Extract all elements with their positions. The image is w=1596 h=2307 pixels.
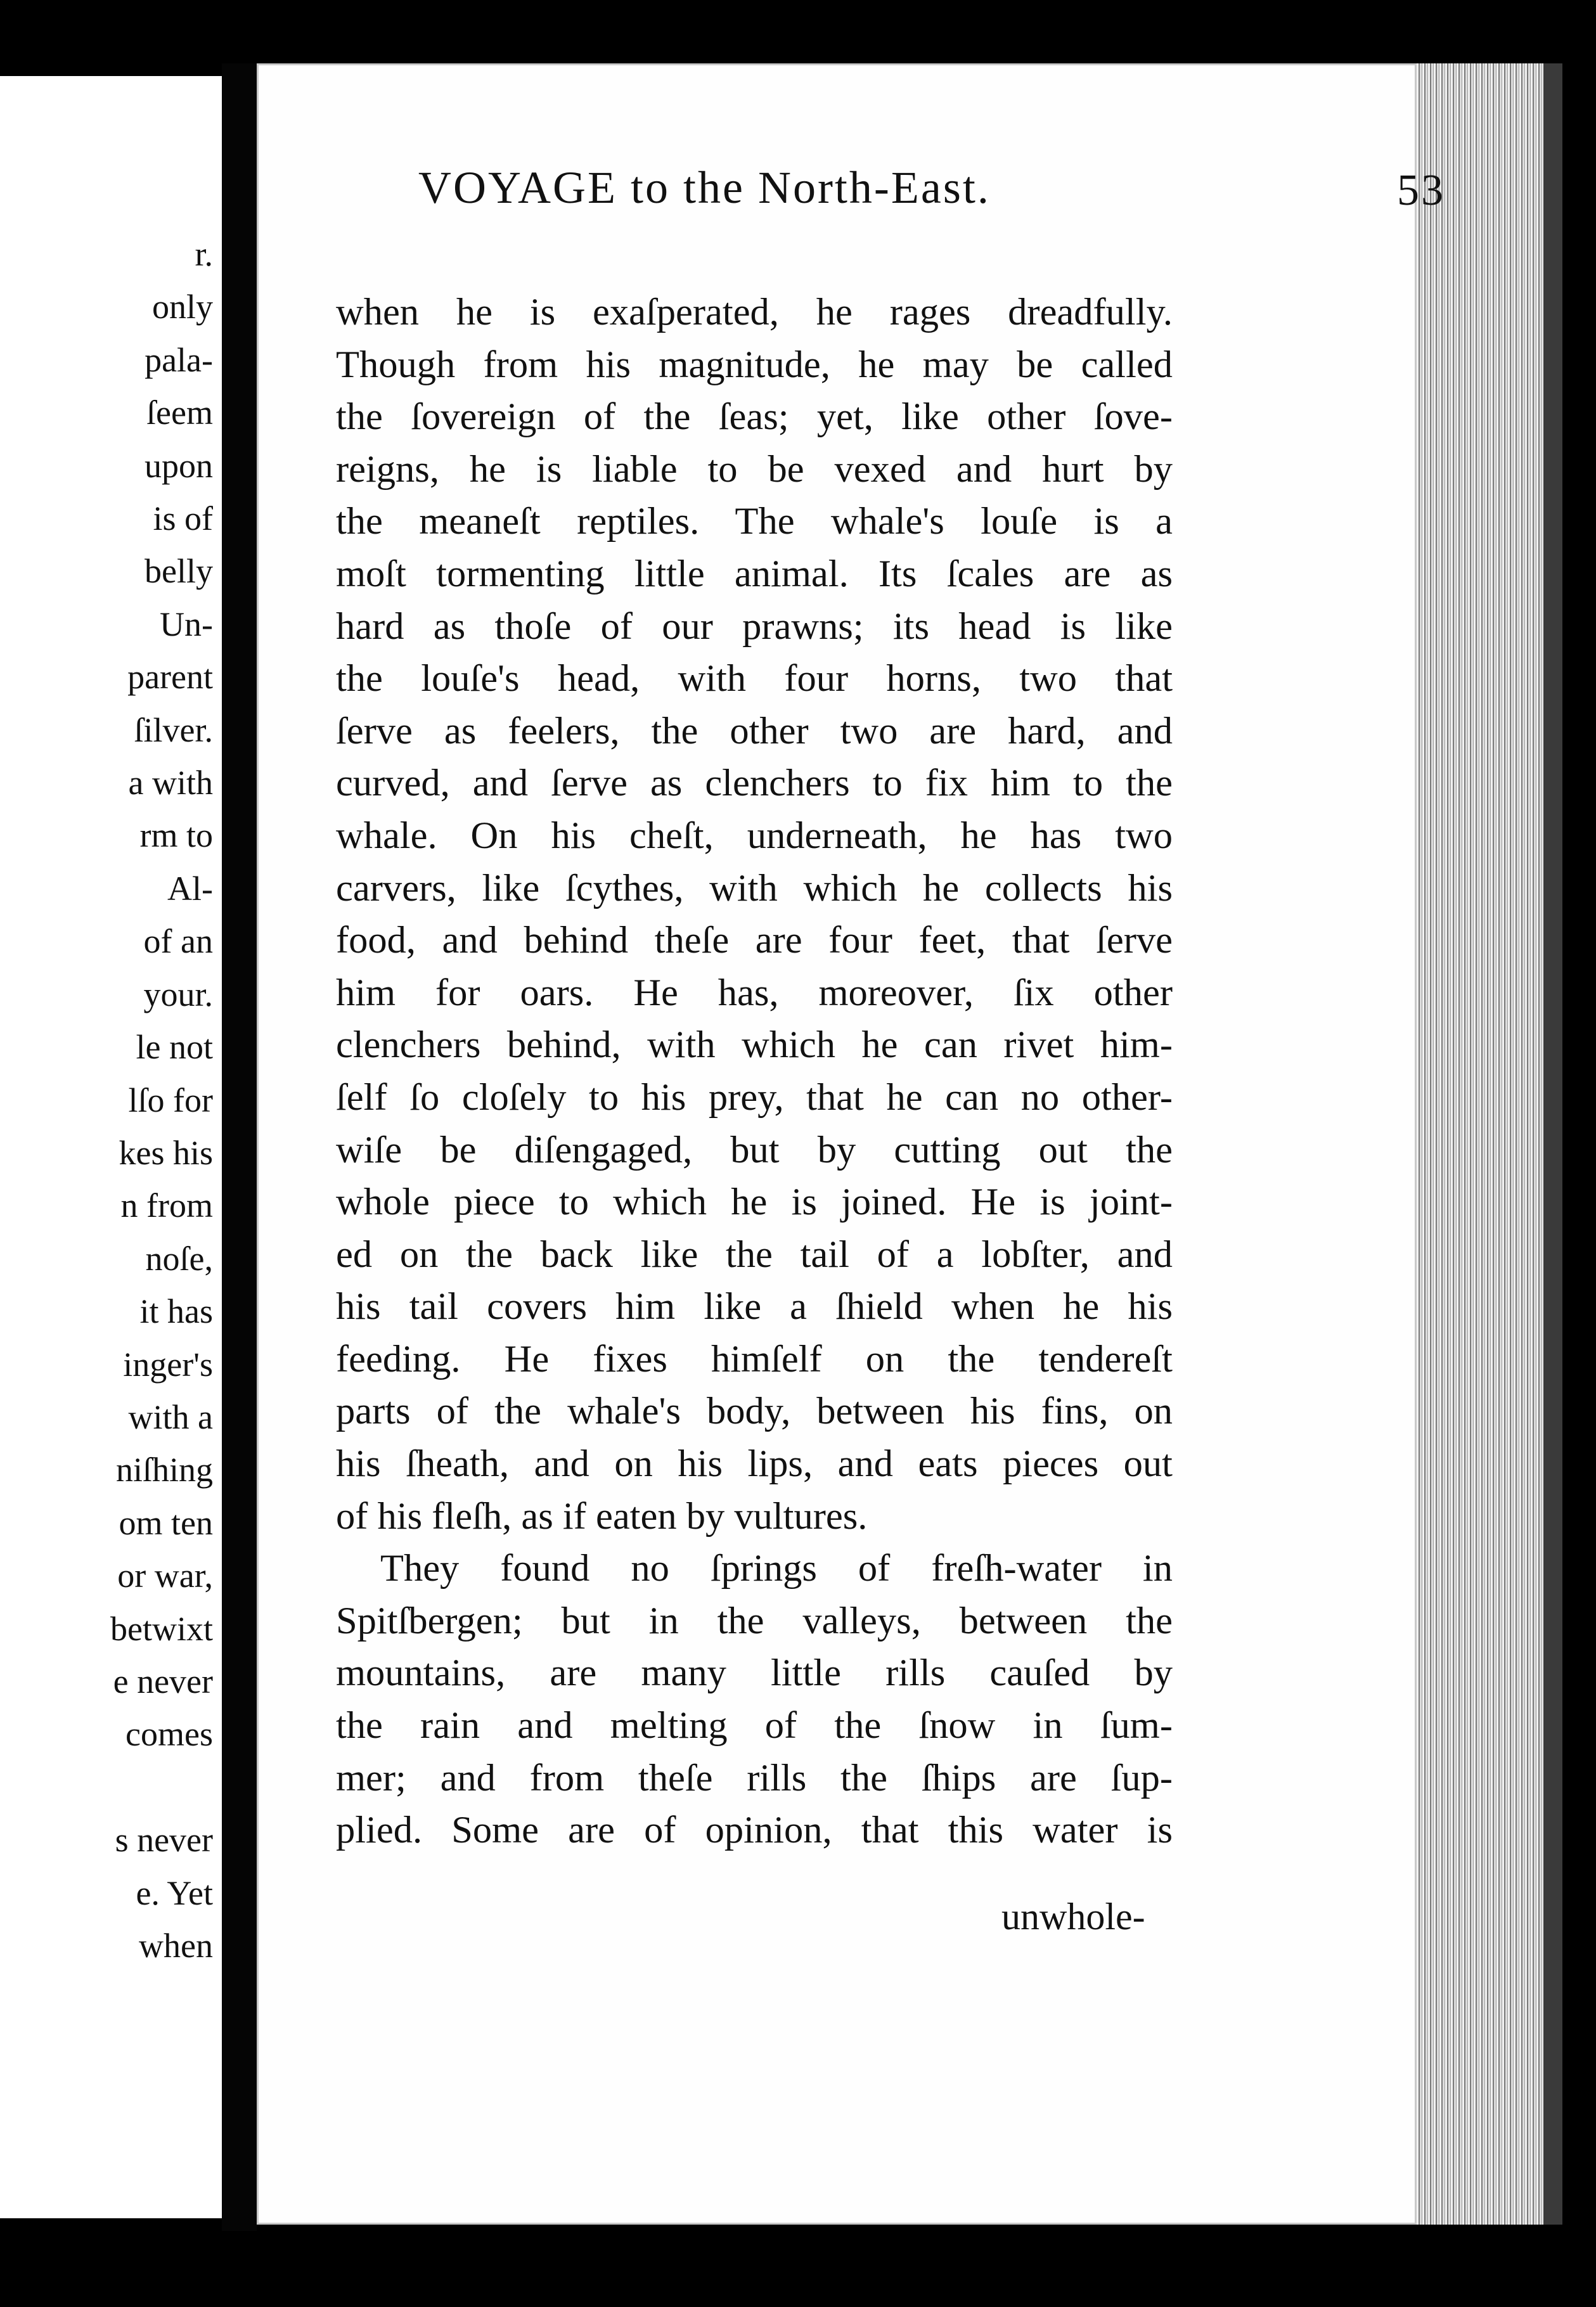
book-gutter (222, 63, 257, 2231)
left-line: s never (115, 1821, 213, 1860)
text-line: feeding. He fixes himſelf on the tendereſt (336, 1337, 1173, 1380)
text-line: carvers, like ſcythes, with which he collects his (336, 866, 1173, 909)
left-line: belly (145, 552, 213, 591)
running-head-title: VOYAGE to the North-East. (418, 162, 991, 213)
left-line: is of (153, 499, 213, 538)
text-line: the ſovereign of the ſeas; yet, like other ſove- (336, 395, 1173, 439)
left-line: comes (125, 1715, 213, 1754)
text-line: ſerve as feelers, the other two are hard, and (336, 709, 1173, 752)
text-line: the rain and melting of the ſnow in ſum- (336, 1704, 1173, 1747)
left-line: or war, (117, 1557, 213, 1595)
text-line: the louſe's head, with four horns, two that (336, 657, 1173, 700)
left-line: n from (120, 1186, 213, 1225)
text-line: his tail covers him like a ſhield when he his (336, 1285, 1173, 1328)
left-line: betwixt (110, 1609, 213, 1648)
text-line: mountains, are many little rills cauſed by (336, 1652, 1173, 1695)
left-line: pala- (145, 340, 213, 379)
text-line: ed on the back like the tail of a lobſter, and (336, 1233, 1173, 1276)
left-line: rm to (139, 816, 213, 855)
left-line: inger's (123, 1345, 213, 1384)
text-line: Though from his magnitude, he may be called (336, 343, 1173, 386)
text-line: wiſe be diſengaged, but by cutting out the (336, 1128, 1173, 1171)
left-line: ſilver. (134, 710, 213, 749)
left-line: kes his (119, 1133, 213, 1172)
catchword: unwhole- (1001, 1896, 1145, 1937)
left-line: niſhing (115, 1451, 213, 1489)
text-line: when he is exaſperated, he rages dreadfully. (336, 291, 1173, 333)
left-line: noſe, (145, 1239, 213, 1278)
page-edges-stack (1417, 63, 1562, 2225)
text-line: ſelf ſo cloſely to his prey, that he can no other- (336, 1076, 1173, 1119)
text-line: of his fleſh, as if eaten by vultures. (336, 1494, 868, 1538)
left-line: your. (143, 975, 213, 1013)
text-line: hard as thoſe of our prawns; its head is like (336, 605, 1173, 648)
left-line: of an (143, 922, 213, 961)
left-line: ſeem (146, 394, 213, 432)
text-line: the meaneſt reptiles. The whale's louſe is a (336, 500, 1173, 543)
left-line: om ten (119, 1503, 213, 1542)
text-line: They found no ſprings of freſh-water in (380, 1547, 1173, 1590)
left-line: lſo for (128, 1081, 213, 1119)
text-line: his ſheath, and on his lips, and eats pieces out (336, 1443, 1173, 1486)
left-line: upon (145, 446, 213, 485)
page-number: 53 (1397, 166, 1445, 215)
text-line: food, and behind theſe are four feet, that ſerve (336, 919, 1173, 962)
left-line: r. (195, 235, 213, 273)
left-page-text (4, 228, 213, 1972)
text-line: reigns, he is liable to be vexed and hurt by (336, 447, 1173, 491)
left-line: when (139, 1926, 213, 1965)
left-line-gap (4, 1761, 213, 1814)
running-head (418, 162, 1445, 238)
left-line: le not (136, 1028, 213, 1067)
left-line: parent (127, 658, 213, 697)
left-line: only (151, 288, 213, 326)
text-line: moſt tormenting little animal. Its ſcales are as (336, 552, 1173, 595)
left-line: Un- (160, 605, 213, 643)
text-line: curved, and ſerve as clenchers to fix him to the (336, 762, 1173, 805)
left-line: a with (128, 764, 213, 802)
left-line: e never (113, 1662, 213, 1700)
text-line: plied. Some are of opinion, that this water is (336, 1809, 1173, 1852)
text-line: Spitſbergen; but in the valleys, between the (336, 1599, 1173, 1642)
left-line: e. Yet (136, 1873, 213, 1912)
text-line: whale. On his cheſt, underneath, he has two (336, 814, 1173, 857)
text-line: clenchers behind, with which he can rivet him- (336, 1024, 1173, 1067)
text-line: him for oars. He has, moreover, ſix other (336, 971, 1173, 1014)
text-line: whole piece to which he is joined. He is joint- (336, 1181, 1173, 1224)
left-line: Al- (167, 869, 213, 908)
left-line: with a (128, 1398, 213, 1436)
left-facing-page (0, 76, 226, 2218)
text-line: parts of the whale's body, between his fins, on (336, 1390, 1173, 1433)
body-text (336, 286, 1173, 1857)
text-line: mer; and from theſe rills the ſhips are ſup- (336, 1756, 1173, 1799)
left-line: it has (139, 1292, 213, 1331)
